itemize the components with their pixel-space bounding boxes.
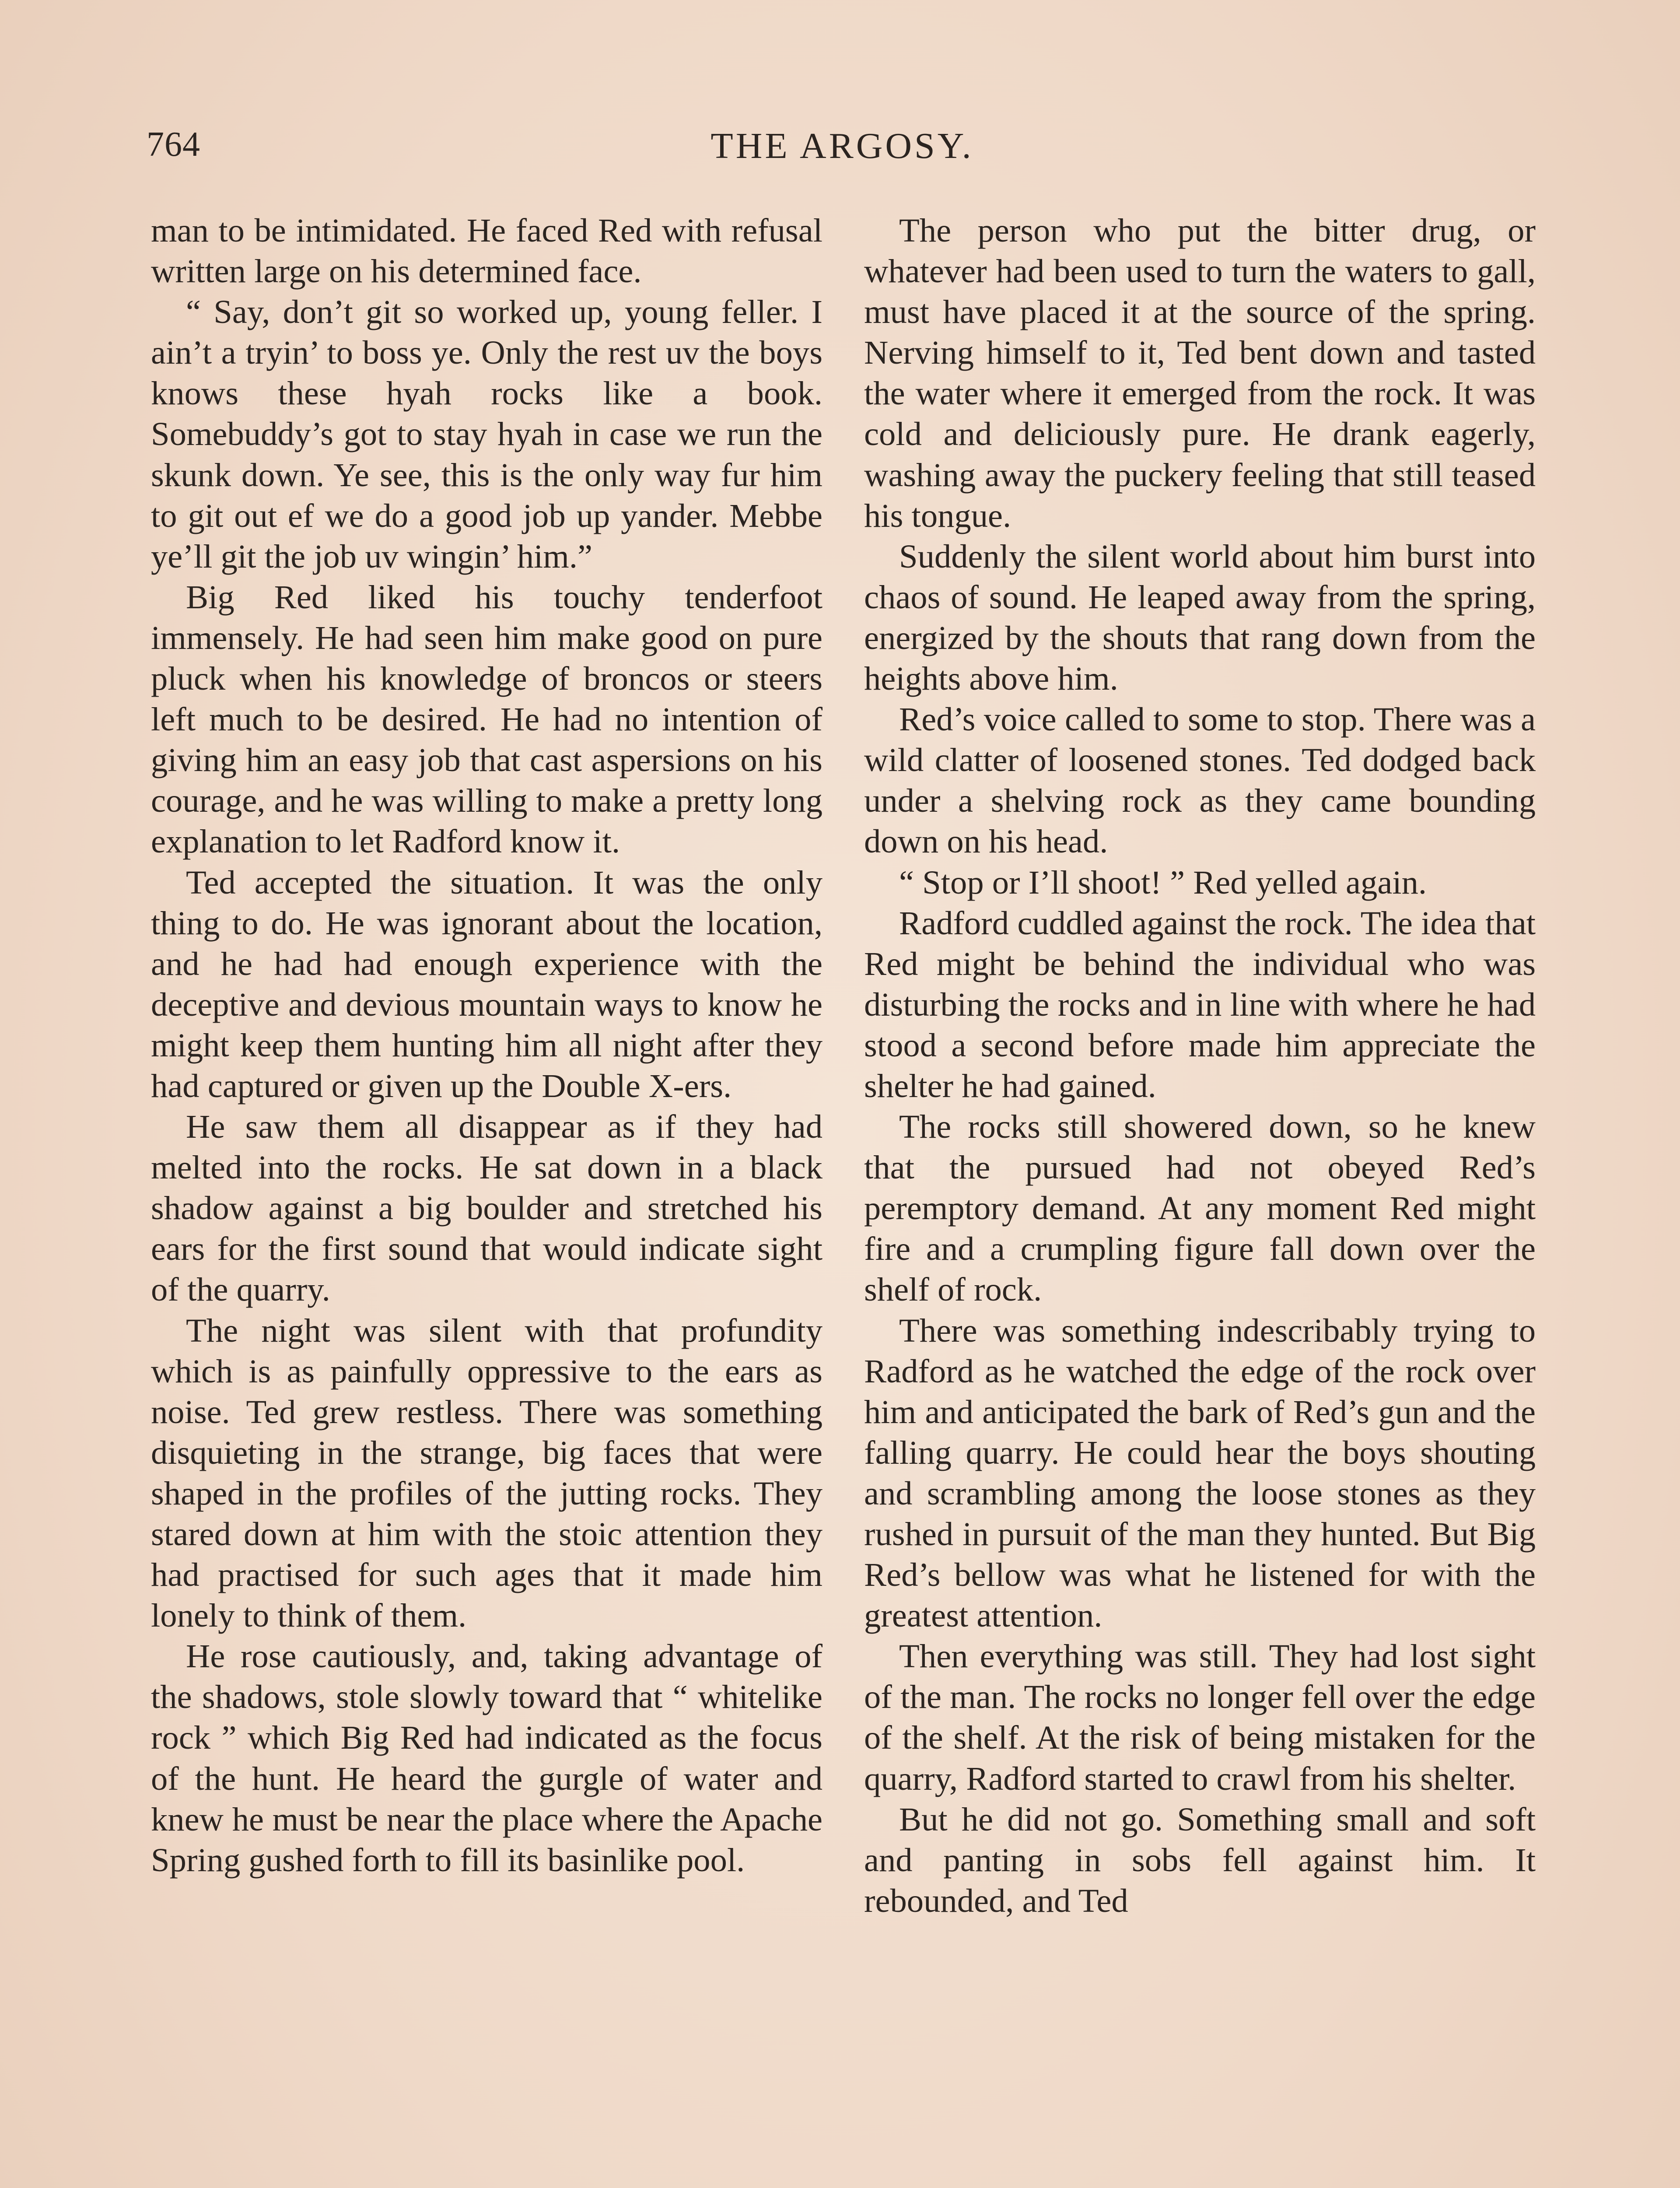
- paragraph: Then everything was still. They had lost sight of the man. The rocks no longer fell over the edge of the shelf. At the risk of being mistaken for the quarry, Radford started to crawl from his shelter.: [864, 1637, 1536, 1797]
- paragraph: “ Stop or I’ll shoot! ” Red yelled again.: [899, 863, 1427, 901]
- paragraph: Red’s voice called to some to stop. There was a wild clatter of loosened stones. Ted dodged back under a shelving rock as they came bounding down on his head.: [864, 701, 1536, 860]
- paragraph: The night was silent with that profundity which is as painfully oppressive to the ears as noise. Ted grew restless. There was something disquieting in the strange, big faces that were shaped in the profiles of the jutting rocks. They stared down at him with the stoic attention they had practised for such ages that it made him lonely to think of them.: [151, 1311, 822, 1634]
- paragraph: Ted accepted the situation. It was the only thing to do. He was ignorant about the location, and he had had enough experience with the deceptive and devious mountain ways to know he might keep them hunting him all night after they had captured or given up the Double X-ers.: [151, 863, 822, 1105]
- paragraph: But he did not go. Something small and soft and panting in sobs fell against him. It rebounded, and Ted: [864, 1800, 1536, 1919]
- paragraph: There was something indescribably trying to Radford as he watched the edge of the rock over him and anticipated the bark of Red’s gun and the falling quarry. He could hear the boys shouting and scrambling among the loose stones as they rushed in pursuit of the man they hunted. But Big Red’s bellow was what he listened for with the greatest attention.: [864, 1311, 1536, 1634]
- left-column: [151, 210, 822, 1880]
- paragraph: The person who put the bitter drug, or whatever had been used to turn the waters to gall, must have placed it at the source of the spring. Nerving himself to it, Ted bent down and tasted the water where it emerged from the rock. It was cold and deliciously pure. He drank eagerly, washing away the puckery feeling that still teased his tongue.: [864, 212, 1536, 534]
- paragraph: He rose cautiously, and, taking advantage of the shadows, stole slowly toward that “ whitelike rock ” which Big Red had indicated as the focus of the hunt. He heard the gurgle of water and knew he must be near the place where the Apache Spring gushed forth to fill its basinlike pool.: [151, 1637, 822, 1879]
- paragraph: Radford cuddled against the rock. The idea that Red might be behind the individual who was disturbing the rocks and in line with where he had stood a second before made him appreciate the shelter he had gained.: [864, 904, 1536, 1105]
- paragraph: man to be intimidated. He faced Red with refusal written large on his determined face.: [151, 212, 822, 290]
- paragraph: Big Red liked his touchy tenderfoot immensely. He had seen him make good on pure pluck when his knowledge of broncos or steers left much to be desired. He had no intention of giving him an easy job that cast aspersions on his courage, and he was willing to make a pretty long explanation to let Radford know it.: [151, 578, 822, 860]
- page-number: 764: [147, 125, 200, 164]
- right-column: [864, 210, 1536, 1921]
- paragraph: He saw them all disappear as if they had melted into the rocks. He sat down in a black shadow against a big boulder and stretched his ears for the first sound that would indicate sight of the quarry.: [151, 1108, 822, 1308]
- paragraph: Suddenly the silent world about him burst into chaos of sound. He leaped away from the spring, energized by the shouts that rang down from the heights above him.: [864, 537, 1536, 698]
- page-header: [147, 125, 1538, 186]
- paragraph: The rocks still showered down, so he knew that the pursued had not obeyed Red’s peremptory demand. At any moment Red might fire and a crumpling figure fall down over the shelf of rock.: [864, 1108, 1536, 1308]
- paragraph: “ Say, don’t git so worked up, young feller. I ain’t a tryin’ to boss ye. Only the rest uv the boys knows these hyah rocks like a book. Somebuddy’s got to stay hyah in case we run the skunk down. Ye see, this is the only way fur him to git out ef we do a good job up yander. Mebbe ye’ll git the job uv wingin’ him.”: [151, 293, 822, 575]
- running-title: THE ARGOSY.: [710, 126, 974, 166]
